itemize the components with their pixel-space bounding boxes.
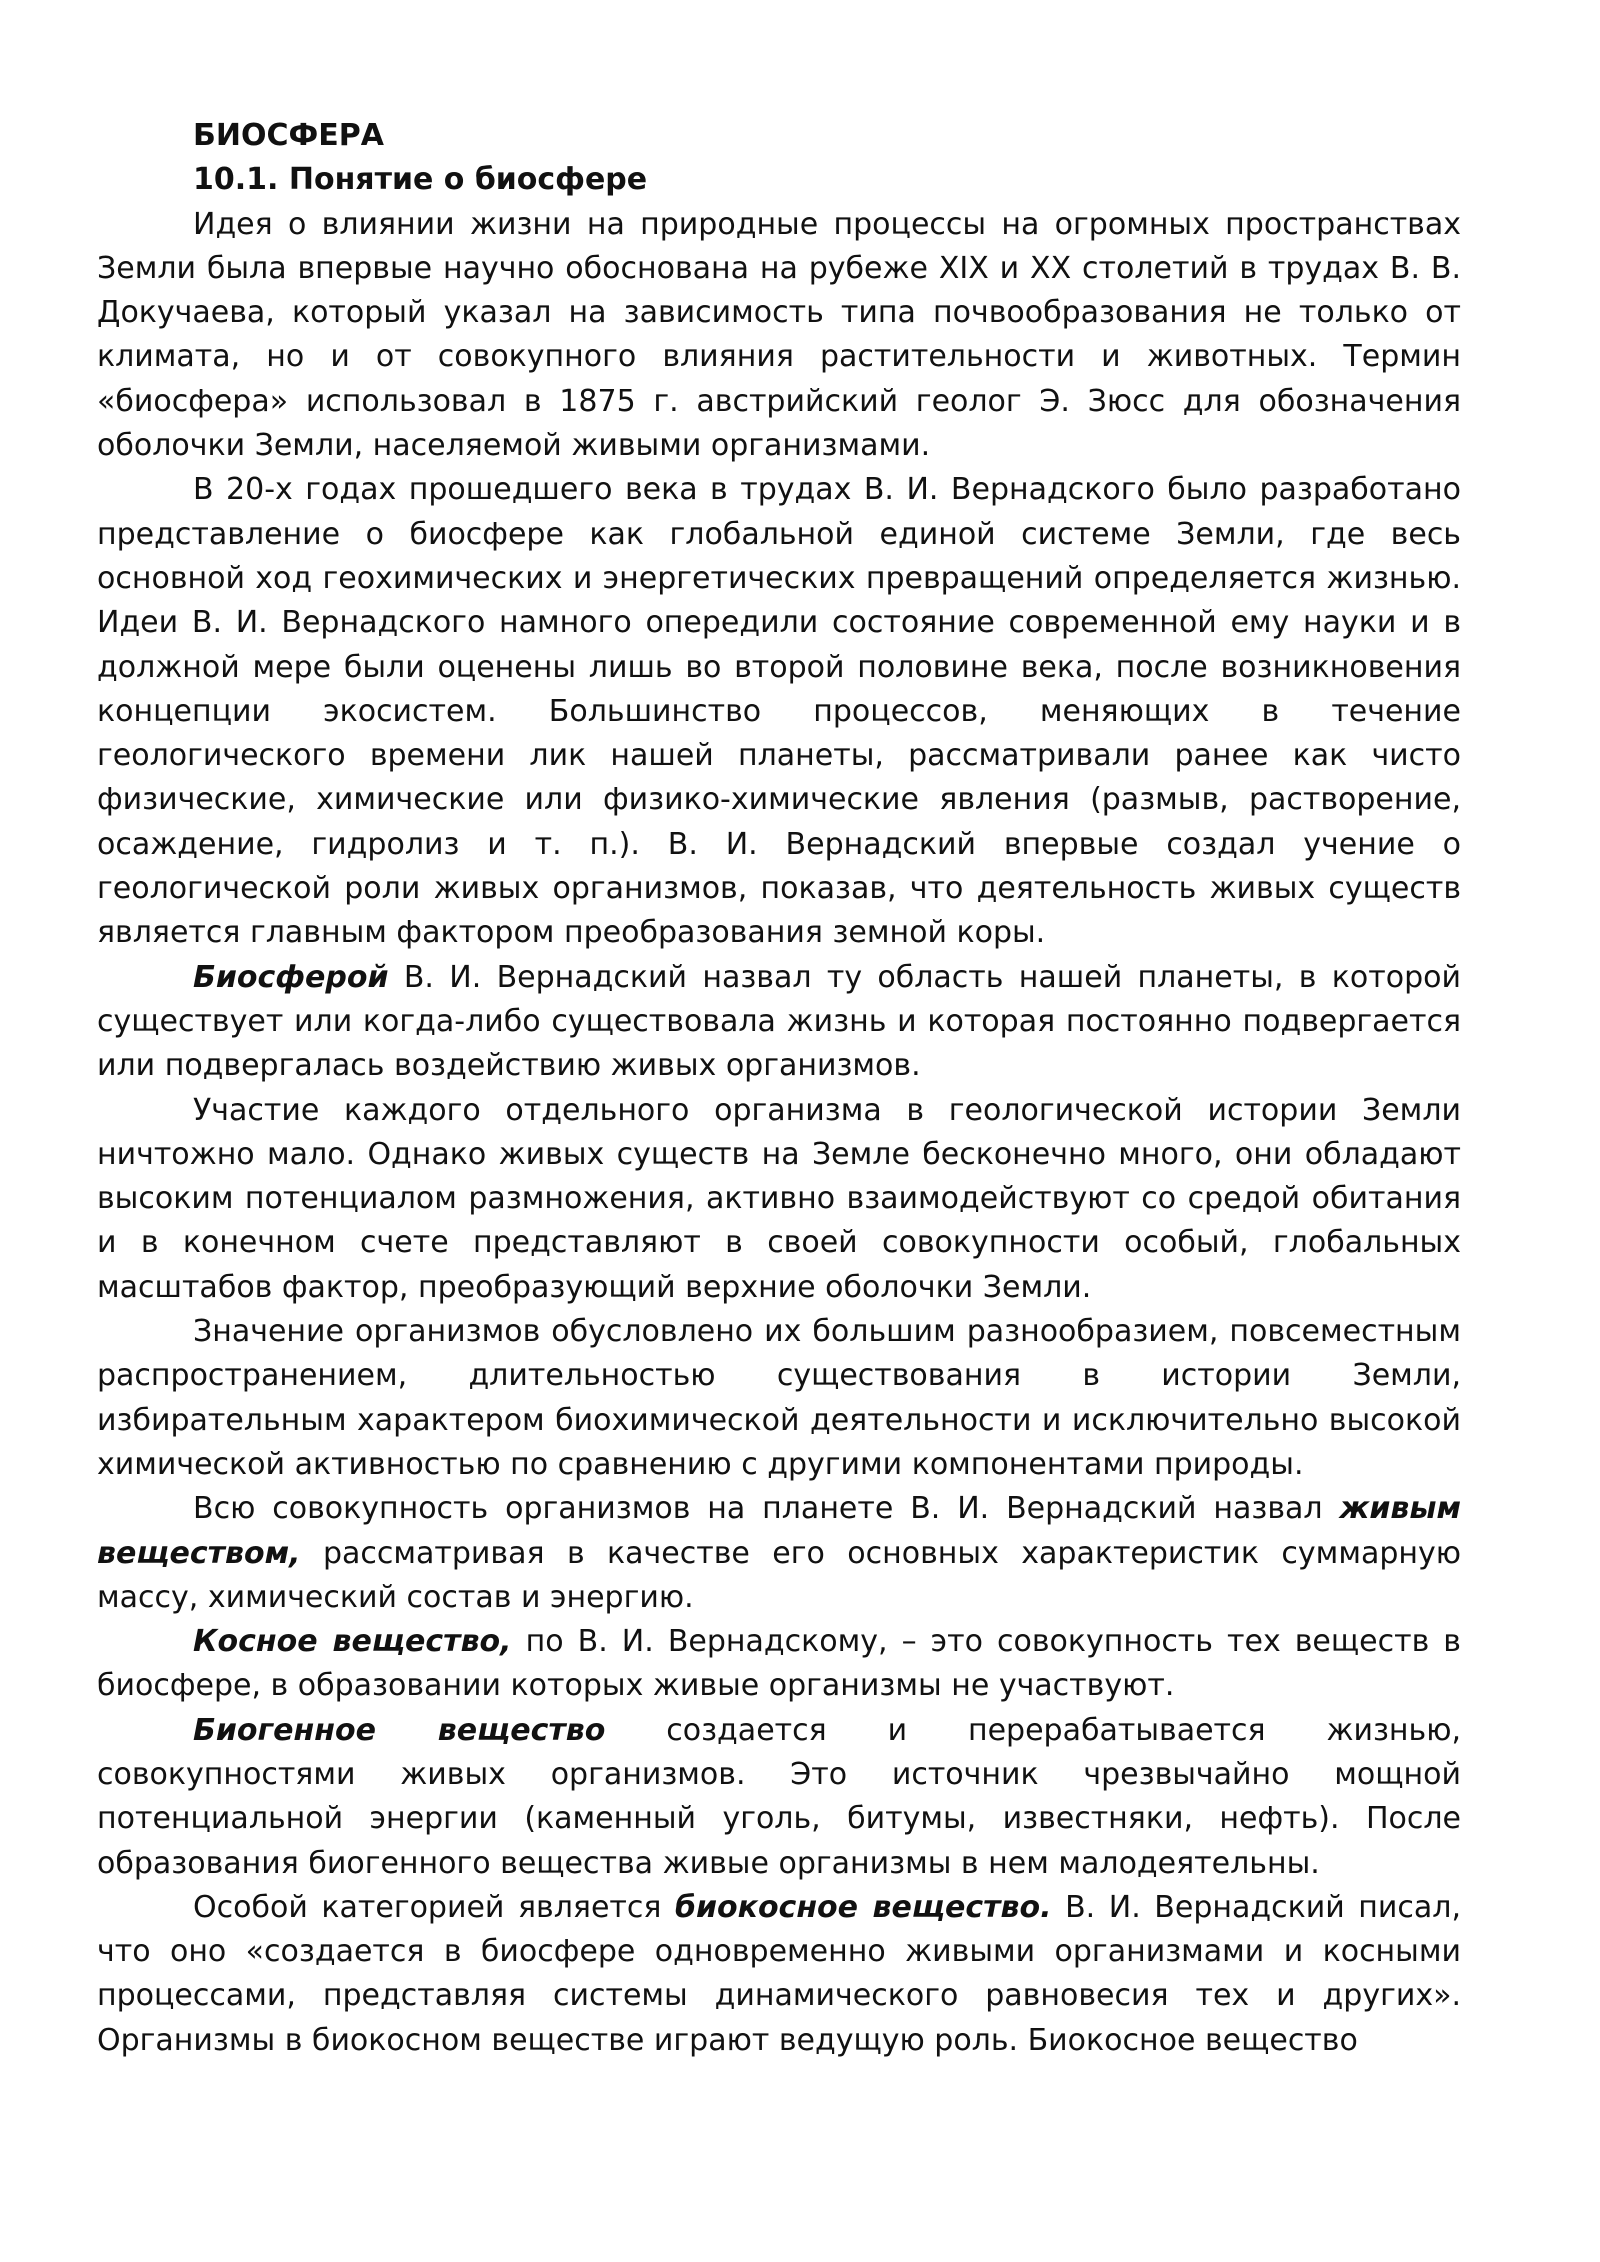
paragraph-7-text: по В. И. Вернадскому, – это совокупность тех веществ в биосфере, в образовании которых живые организмы не участвуют. <box>97 1624 1461 1704</box>
paragraph-5: Значение организмов обусловлено их большим разнообразием, повсеместным распространением, длительностью существования в истории Земли, избирательным характером биохимической деятельности и исключительно высокой химической активностью по сравнению с другими компонентами природы. <box>97 1314 1461 1482</box>
chapter-title: БИОСФЕРА <box>193 118 384 153</box>
term-biosphere: Биосферой <box>193 959 389 995</box>
paragraph-6-text-before: Всю совокупность организмов на планете В. И. Вернадский назвал <box>193 1491 1340 1527</box>
term-living-matter: живым веществом, <box>97 1491 1461 1571</box>
paragraph-8 <box>97 1709 1461 1886</box>
term-inert-matter: Косное вещество, <box>193 1624 512 1660</box>
paragraph-3-text: В. И. Вернадский назвал ту область нашей планеты, в которой существует или когда-либо существовала жизнь и которая постоянно подвергается или подвергалась воздействию живых организмов. <box>97 959 1461 1084</box>
paragraph-9-text-after: В. И. Вернадский писал, что оно «создается в биосфере одновременно живыми организмами и косными процессами, представляя системы динамического равновесия тех и других». Организмы в биокосном веществе играют ведущую роль. Биокосное вещество <box>97 1889 1461 2058</box>
paragraph-6-text-after: рассматривая в качестве его основных характеристик суммарную массу, химический состав и энергию. <box>97 1535 1461 1615</box>
section-title: 10.1. Понятие о биосфере <box>193 162 648 198</box>
paragraph-2: В 20-х годах прошедшего века в трудах В. И. Вернадского было разработано представление о биосфере как глобальной единой системе Земли, где весь основной ход геохимических и энергетических превращений определяется жизнью. Идеи В. И. Вернадского намного опередили состояние современной ему науки и в должной мере были оценены лишь во второй половине века, после возникновения концепции экосистем. Большинство процессов, меняющих в течение геологического времени лик нашей планеты, рассматривали ранее как чисто физические, химические или физико-химические явления (размыв, растворение, осаждение, гидролиз и т. п.). В. И. Вернадский впервые создал учение о геологической роли живых организмов, показав, что деятельность живых существ является главным фактором преобразования земной коры. <box>97 472 1461 951</box>
paragraph-8-text: создается и перерабатывается жизнью, совокупностями живых организмов. Это источник чрезвычайно мощной потенциальной энергии (каменный уголь, битумы, известняки, нефть). После образования биогенного вещества живые организмы в нем малодеятельны. <box>97 1712 1462 1881</box>
paragraph-1: Идея о влиянии жизни на природные процессы на огромных пространствах Земли была впервые научно обоснована на рубеже XIX и XX столетий в трудах В. В. Докучаева, который указал на зависимость типа почвообразования не только от климата, но и от совокупного влияния растительности и животных. Термин «биосфера» использовал в 1875 г. австрийский геолог Э. Зюсс для обозначения оболочки Земли, населяемой живыми организмами. <box>97 206 1461 464</box>
paragraph-6 <box>97 1487 1461 1620</box>
paragraph-3 <box>97 956 1461 1089</box>
paragraph-9-text-before: Особой категорией является <box>193 1889 675 1925</box>
term-bioinert-matter: биокосное вещество. <box>675 1889 1052 1925</box>
paragraph-7 <box>97 1620 1461 1709</box>
paragraph-4: Участие каждого отдельного организма в геологической истории Земли ничтожно мало. Однако живых существ на Земле бесконечно много, они обладают высоким потенциалом размножения, активно взаимодействуют со средой обитания и в конечном счете представляют в своей совокупности особый, глобальных масштабов фактор, преобразующий верхние оболочки Земли. <box>97 1092 1461 1305</box>
paragraph-9 <box>97 1886 1461 2063</box>
term-biogenic-matter: Биогенное вещество <box>193 1712 606 1748</box>
document-page <box>97 114 1461 2063</box>
